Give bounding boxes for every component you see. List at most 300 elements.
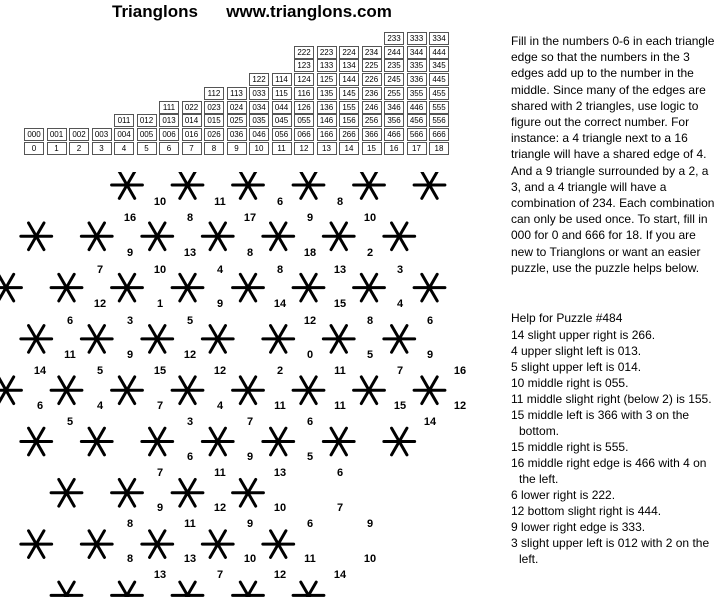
edge-slot[interactable] bbox=[422, 390, 430, 403]
edge-slot[interactable] bbox=[150, 544, 158, 557]
edge-slot[interactable] bbox=[392, 428, 400, 441]
edge-slot[interactable] bbox=[422, 185, 430, 198]
edge-slot[interactable] bbox=[119, 493, 127, 506]
edge-slot[interactable] bbox=[331, 236, 339, 249]
edge-slot[interactable] bbox=[399, 223, 407, 236]
edge-slot[interactable] bbox=[97, 531, 105, 544]
edge-slot[interactable] bbox=[29, 236, 37, 249]
edge-slot[interactable] bbox=[6, 377, 14, 390]
edge-slot[interactable] bbox=[0, 288, 6, 301]
combination-cell: 156 bbox=[339, 114, 359, 127]
triangle-sum: 7 bbox=[156, 400, 164, 412]
edge-slot[interactable] bbox=[331, 428, 339, 441]
edge-slot[interactable] bbox=[188, 377, 196, 390]
edge-slot[interactable] bbox=[188, 582, 196, 595]
edge-slot[interactable] bbox=[331, 339, 339, 352]
combination-cell: 045 bbox=[272, 114, 292, 127]
edge-slot[interactable] bbox=[278, 544, 286, 557]
triangle-sum: 10 bbox=[153, 264, 167, 276]
help-hint: 15 middle right is 555. bbox=[511, 440, 629, 454]
edge-slot[interactable] bbox=[339, 339, 347, 352]
edge-slot[interactable] bbox=[392, 339, 400, 352]
edge-slot[interactable] bbox=[218, 223, 226, 236]
triangle-sum: 6 bbox=[306, 518, 314, 530]
edge-slot[interactable] bbox=[422, 377, 430, 390]
edge-slot[interactable] bbox=[218, 236, 226, 249]
triangle-sum: 10 bbox=[153, 196, 167, 208]
edge-slot[interactable] bbox=[240, 390, 248, 403]
edge-slot[interactable] bbox=[157, 339, 165, 352]
edge-slot[interactable] bbox=[150, 326, 158, 339]
edge-slot[interactable] bbox=[188, 172, 196, 185]
edge-slot[interactable] bbox=[59, 493, 67, 506]
triangle-sum: 7 bbox=[216, 569, 224, 581]
edge-slot[interactable] bbox=[309, 274, 317, 287]
edge-slot[interactable] bbox=[150, 428, 158, 441]
edge-slot[interactable] bbox=[29, 428, 37, 441]
triangle-sum: 10 bbox=[273, 502, 287, 514]
edge-slot[interactable] bbox=[309, 390, 317, 403]
combination-cell: 005 bbox=[137, 128, 157, 141]
edge-slot[interactable] bbox=[89, 339, 97, 352]
edge-slot[interactable] bbox=[127, 185, 135, 198]
edge-slot[interactable] bbox=[210, 442, 218, 455]
combination-cell: 222 bbox=[294, 46, 314, 59]
edge-slot[interactable] bbox=[278, 442, 286, 455]
combination-cell: 024 bbox=[227, 101, 247, 114]
edge-slot[interactable] bbox=[97, 339, 105, 352]
triangle-sum: 4 bbox=[216, 264, 224, 276]
edge-slot[interactable] bbox=[6, 274, 14, 287]
combination-cell: 234 bbox=[362, 46, 382, 59]
triangle-sum: 12 bbox=[303, 315, 317, 327]
edge-slot[interactable] bbox=[89, 236, 97, 249]
edge-slot[interactable] bbox=[240, 377, 248, 390]
edge-slot[interactable] bbox=[59, 274, 67, 287]
edge-slot[interactable] bbox=[399, 326, 407, 339]
edge-slot[interactable] bbox=[248, 288, 256, 301]
edge-slot[interactable] bbox=[97, 236, 105, 249]
edge-slot[interactable] bbox=[67, 582, 75, 595]
help-hint: 15 middle left is 366 with 3 on the bottom. bbox=[511, 408, 690, 438]
edge-slot[interactable] bbox=[301, 172, 309, 185]
combination-cell: 056 bbox=[272, 128, 292, 141]
triangle-sum: 9 bbox=[246, 518, 254, 530]
edge-slot[interactable] bbox=[29, 531, 37, 544]
edge-slot[interactable] bbox=[188, 274, 196, 287]
edge-slot[interactable] bbox=[430, 172, 438, 185]
edge-slot[interactable] bbox=[422, 288, 430, 301]
combination-cell: 114 bbox=[272, 73, 292, 86]
edge-slot[interactable] bbox=[150, 531, 158, 544]
edge-slot[interactable] bbox=[278, 236, 286, 249]
triangle-sum: 13 bbox=[273, 467, 287, 479]
triangle-sum: 7 bbox=[396, 365, 404, 377]
triangle-sum: 0 bbox=[306, 349, 314, 361]
edge-slot[interactable] bbox=[369, 274, 377, 287]
edge-slot[interactable] bbox=[127, 288, 135, 301]
edge-slot[interactable] bbox=[271, 326, 279, 339]
combination-cell: 145 bbox=[339, 87, 359, 100]
combination-cell: 255 bbox=[384, 87, 404, 100]
combination-cell: 155 bbox=[339, 101, 359, 114]
edge-slot[interactable] bbox=[180, 274, 188, 287]
combination-cell: 112 bbox=[204, 87, 224, 100]
edge-slot[interactable] bbox=[59, 582, 67, 595]
triangle-sum: 3 bbox=[126, 315, 134, 327]
edge-slot[interactable] bbox=[331, 223, 339, 236]
edge-slot[interactable] bbox=[218, 428, 226, 441]
edge-slot[interactable] bbox=[369, 185, 377, 198]
edge-slot[interactable] bbox=[392, 223, 400, 236]
edge-slot[interactable] bbox=[301, 274, 309, 287]
edge-slot[interactable] bbox=[369, 390, 377, 403]
edge-slot[interactable] bbox=[29, 544, 37, 557]
edge-slot[interactable] bbox=[29, 339, 37, 352]
edge-slot[interactable] bbox=[127, 274, 135, 287]
combination-cell: 122 bbox=[249, 73, 269, 86]
triangle-sum: 6 bbox=[186, 451, 194, 463]
edge-slot[interactable] bbox=[361, 390, 369, 403]
edge-slot[interactable] bbox=[89, 223, 97, 236]
edge-slot[interactable] bbox=[157, 544, 165, 557]
edge-slot[interactable] bbox=[29, 442, 37, 455]
edge-slot[interactable] bbox=[210, 223, 218, 236]
combination-cell: 345 bbox=[429, 59, 449, 72]
edge-slot[interactable] bbox=[361, 288, 369, 301]
combination-cell: 011 bbox=[114, 114, 134, 127]
edge-slot[interactable] bbox=[119, 274, 127, 287]
edge-slot[interactable] bbox=[271, 339, 279, 352]
edge-slot[interactable] bbox=[6, 390, 14, 403]
edge-slot[interactable] bbox=[339, 442, 347, 455]
edge-slot[interactable] bbox=[0, 377, 6, 390]
edge-slot[interactable] bbox=[119, 479, 127, 492]
edge-slot[interactable] bbox=[309, 288, 317, 301]
edge-slot[interactable] bbox=[180, 493, 188, 506]
edge-slot[interactable] bbox=[271, 428, 279, 441]
edge-slot[interactable] bbox=[248, 493, 256, 506]
edge-slot[interactable] bbox=[188, 390, 196, 403]
edge-slot[interactable] bbox=[210, 544, 218, 557]
edge-slot[interactable] bbox=[422, 274, 430, 287]
triangle-sum: 15 bbox=[153, 365, 167, 377]
edge-slot[interactable] bbox=[150, 442, 158, 455]
triangle-sum: 11 bbox=[334, 400, 346, 412]
triangle-sum: 16 bbox=[123, 212, 137, 224]
help-hint: 10 middle right is 055. bbox=[511, 376, 629, 390]
triangle-sum: 4 bbox=[396, 298, 404, 310]
combination-cell: 566 bbox=[407, 128, 427, 141]
combination-cell: 025 bbox=[227, 114, 247, 127]
edge-slot[interactable] bbox=[36, 326, 44, 339]
edge-slot[interactable] bbox=[119, 288, 127, 301]
triangle-sum: 11 bbox=[304, 553, 316, 565]
edge-slot[interactable] bbox=[240, 582, 248, 595]
triangle-sum: 11 bbox=[274, 400, 286, 412]
edge-slot[interactable] bbox=[271, 531, 279, 544]
edge-slot[interactable] bbox=[67, 377, 75, 390]
edge-slot[interactable] bbox=[180, 479, 188, 492]
triangle-sum: 11 bbox=[64, 349, 76, 361]
triangle-sum: 10 bbox=[363, 553, 377, 565]
edge-slot[interactable] bbox=[248, 377, 256, 390]
edge-slot[interactable] bbox=[430, 185, 438, 198]
edge-slot[interactable] bbox=[127, 582, 135, 595]
edge-slot[interactable] bbox=[369, 288, 377, 301]
combination-cell: 446 bbox=[407, 101, 427, 114]
edge-slot[interactable] bbox=[157, 236, 165, 249]
sum-header-cell: 11 bbox=[272, 142, 292, 155]
combination-cell: 022 bbox=[182, 101, 202, 114]
edge-slot[interactable] bbox=[278, 428, 286, 441]
edge-slot[interactable] bbox=[210, 236, 218, 249]
edge-slot[interactable] bbox=[127, 390, 135, 403]
edge-slot[interactable] bbox=[271, 223, 279, 236]
edge-slot[interactable] bbox=[339, 236, 347, 249]
combination-cell: 224 bbox=[339, 46, 359, 59]
edge-slot[interactable] bbox=[309, 377, 317, 390]
edge-slot[interactable] bbox=[29, 326, 37, 339]
triangle-sum: 17 bbox=[243, 212, 257, 224]
help-hint: 6 lower right is 222. bbox=[511, 488, 616, 502]
edge-slot[interactable] bbox=[339, 223, 347, 236]
triangle-sum: 9 bbox=[426, 349, 434, 361]
triangle-sum: 13 bbox=[333, 264, 347, 276]
edge-slot[interactable] bbox=[59, 390, 67, 403]
edge-slot[interactable] bbox=[0, 274, 6, 287]
edge-slot[interactable] bbox=[188, 288, 196, 301]
edge-slot[interactable] bbox=[127, 493, 135, 506]
edge-slot[interactable] bbox=[36, 544, 44, 557]
edge-slot[interactable] bbox=[361, 172, 369, 185]
edge-slot[interactable] bbox=[89, 326, 97, 339]
combination-cell: 445 bbox=[429, 73, 449, 86]
edge-slot[interactable] bbox=[430, 377, 438, 390]
edge-slot[interactable] bbox=[6, 288, 14, 301]
edge-slot[interactable] bbox=[301, 288, 309, 301]
edge-slot[interactable] bbox=[89, 531, 97, 544]
page-title: Trianglons www.trianglons.com bbox=[112, 2, 392, 21]
edge-slot[interactable] bbox=[210, 339, 218, 352]
edge-slot[interactable] bbox=[36, 339, 44, 352]
edge-slot[interactable] bbox=[119, 172, 127, 185]
edge-slot[interactable] bbox=[248, 390, 256, 403]
edge-slot[interactable] bbox=[180, 172, 188, 185]
edge-slot[interactable] bbox=[430, 274, 438, 287]
edge-slot[interactable] bbox=[422, 172, 430, 185]
edge-slot[interactable] bbox=[127, 479, 135, 492]
edge-slot[interactable] bbox=[210, 531, 218, 544]
edge-slot[interactable] bbox=[157, 531, 165, 544]
edge-slot[interactable] bbox=[67, 493, 75, 506]
edge-slot[interactable] bbox=[361, 377, 369, 390]
edge-slot[interactable] bbox=[97, 326, 105, 339]
edge-slot[interactable] bbox=[361, 274, 369, 287]
combination-cell: 246 bbox=[362, 101, 382, 114]
edge-slot[interactable] bbox=[392, 326, 400, 339]
triangle-sum: 10 bbox=[243, 553, 257, 565]
triangle-sum: 7 bbox=[156, 467, 164, 479]
edge-slot[interactable] bbox=[67, 274, 75, 287]
edge-slot[interactable] bbox=[240, 172, 248, 185]
edge-slot[interactable] bbox=[36, 531, 44, 544]
triangle-sum: 9 bbox=[216, 298, 224, 310]
edge-slot[interactable] bbox=[59, 288, 67, 301]
edge-slot[interactable] bbox=[180, 288, 188, 301]
edge-slot[interactable] bbox=[278, 326, 286, 339]
edge-slot[interactable] bbox=[248, 582, 256, 595]
edge-slot[interactable] bbox=[36, 223, 44, 236]
combination-cell: 144 bbox=[339, 73, 359, 86]
edge-slot[interactable] bbox=[248, 479, 256, 492]
edge-slot[interactable] bbox=[29, 223, 37, 236]
sum-header-cell: 6 bbox=[159, 142, 179, 155]
help-hint: 4 upper slight left is 013. bbox=[511, 344, 642, 358]
edge-slot[interactable] bbox=[89, 428, 97, 441]
edge-slot[interactable] bbox=[97, 544, 105, 557]
edge-slot[interactable] bbox=[278, 339, 286, 352]
sum-header-cell: 8 bbox=[204, 142, 224, 155]
edge-slot[interactable] bbox=[210, 326, 218, 339]
triangle-sum: 14 bbox=[273, 298, 287, 310]
help-title: Help for Puzzle #484 bbox=[511, 311, 623, 325]
edge-slot[interactable] bbox=[248, 185, 256, 198]
triangle-sum: 10 bbox=[363, 212, 377, 224]
edge-slot[interactable] bbox=[430, 390, 438, 403]
edge-slot[interactable] bbox=[248, 172, 256, 185]
edge-slot[interactable] bbox=[240, 493, 248, 506]
triangle-sum: 8 bbox=[336, 196, 344, 208]
edge-slot[interactable] bbox=[399, 236, 407, 249]
edge-slot[interactable] bbox=[392, 236, 400, 249]
edge-slot[interactable] bbox=[331, 326, 339, 339]
edge-slot[interactable] bbox=[218, 339, 226, 352]
edge-slot[interactable] bbox=[67, 288, 75, 301]
triangle-sum: 18 bbox=[303, 247, 317, 259]
triangle-sum: 9 bbox=[306, 212, 314, 224]
edge-slot[interactable] bbox=[339, 326, 347, 339]
combination-cell: 006 bbox=[159, 128, 179, 141]
combination-cell: 555 bbox=[429, 101, 449, 114]
triangle-sum: 9 bbox=[126, 247, 134, 259]
edge-slot[interactable] bbox=[392, 442, 400, 455]
combination-cell: 036 bbox=[227, 128, 247, 141]
edge-slot[interactable] bbox=[180, 377, 188, 390]
edge-slot[interactable] bbox=[278, 531, 286, 544]
edge-slot[interactable] bbox=[180, 390, 188, 403]
edge-slot[interactable] bbox=[218, 326, 226, 339]
edge-slot[interactable] bbox=[89, 544, 97, 557]
edge-slot[interactable] bbox=[180, 185, 188, 198]
edge-slot[interactable] bbox=[119, 582, 127, 595]
edge-slot[interactable] bbox=[188, 185, 196, 198]
edge-slot[interactable] bbox=[36, 442, 44, 455]
edge-slot[interactable] bbox=[301, 582, 309, 595]
edge-slot[interactable] bbox=[36, 428, 44, 441]
combination-cell: 126 bbox=[294, 101, 314, 114]
edge-slot[interactable] bbox=[157, 326, 165, 339]
edge-slot[interactable] bbox=[150, 223, 158, 236]
edge-slot[interactable] bbox=[150, 339, 158, 352]
edge-slot[interactable] bbox=[240, 185, 248, 198]
edge-slot[interactable] bbox=[399, 428, 407, 441]
edge-slot[interactable] bbox=[369, 172, 377, 185]
edge-slot[interactable] bbox=[127, 377, 135, 390]
combination-cell: 000 bbox=[24, 128, 44, 141]
edge-slot[interactable] bbox=[119, 377, 127, 390]
combination-cell: 016 bbox=[182, 128, 202, 141]
edge-slot[interactable] bbox=[218, 531, 226, 544]
edge-slot[interactable] bbox=[180, 582, 188, 595]
sum-header-cell: 3 bbox=[92, 142, 112, 155]
triangle-sum: 8 bbox=[366, 315, 374, 327]
edge-slot[interactable] bbox=[89, 442, 97, 455]
edge-slot[interactable] bbox=[240, 274, 248, 287]
edge-slot[interactable] bbox=[188, 479, 196, 492]
edge-slot[interactable] bbox=[218, 442, 226, 455]
edge-slot[interactable] bbox=[301, 377, 309, 390]
edge-slot[interactable] bbox=[150, 236, 158, 249]
edge-slot[interactable] bbox=[59, 377, 67, 390]
triangle-sum: 14 bbox=[423, 416, 437, 428]
edge-slot[interactable] bbox=[119, 185, 127, 198]
edge-slot[interactable] bbox=[271, 442, 279, 455]
edge-slot[interactable] bbox=[157, 428, 165, 441]
edge-slot[interactable] bbox=[0, 390, 6, 403]
edge-slot[interactable] bbox=[301, 390, 309, 403]
edge-slot[interactable] bbox=[157, 442, 165, 455]
edge-slot[interactable] bbox=[339, 428, 347, 441]
edge-slot[interactable] bbox=[309, 582, 317, 595]
edge-slot[interactable] bbox=[301, 185, 309, 198]
edge-slot[interactable] bbox=[59, 479, 67, 492]
edge-slot[interactable] bbox=[67, 390, 75, 403]
edge-slot[interactable] bbox=[188, 493, 196, 506]
edge-slot[interactable] bbox=[36, 236, 44, 249]
triangle-sum: 12 bbox=[453, 400, 467, 412]
edge-slot[interactable] bbox=[271, 236, 279, 249]
edge-slot[interactable] bbox=[240, 479, 248, 492]
edge-slot[interactable] bbox=[157, 223, 165, 236]
edge-slot[interactable] bbox=[361, 185, 369, 198]
edge-slot[interactable] bbox=[399, 442, 407, 455]
edge-slot[interactable] bbox=[309, 172, 317, 185]
edge-slot[interactable] bbox=[218, 544, 226, 557]
combination-cell: 346 bbox=[384, 101, 404, 114]
edge-slot[interactable] bbox=[369, 377, 377, 390]
edge-slot[interactable] bbox=[331, 442, 339, 455]
edge-slot[interactable] bbox=[248, 274, 256, 287]
edge-slot[interactable] bbox=[309, 185, 317, 198]
combination-cell: 235 bbox=[384, 59, 404, 72]
edge-slot[interactable] bbox=[119, 390, 127, 403]
edge-slot[interactable] bbox=[127, 172, 135, 185]
triangle-sum: 9 bbox=[366, 518, 374, 530]
edge-slot[interactable] bbox=[271, 544, 279, 557]
edge-slot[interactable] bbox=[430, 288, 438, 301]
edge-slot[interactable] bbox=[97, 428, 105, 441]
edge-slot[interactable] bbox=[210, 428, 218, 441]
edge-slot[interactable] bbox=[67, 479, 75, 492]
edge-slot[interactable] bbox=[97, 442, 105, 455]
edge-slot[interactable] bbox=[278, 223, 286, 236]
edge-slot[interactable] bbox=[240, 288, 248, 301]
edge-slot[interactable] bbox=[399, 339, 407, 352]
combination-cell: 134 bbox=[339, 59, 359, 72]
triangle-sum: 5 bbox=[96, 365, 104, 377]
edge-slot[interactable] bbox=[97, 223, 105, 236]
